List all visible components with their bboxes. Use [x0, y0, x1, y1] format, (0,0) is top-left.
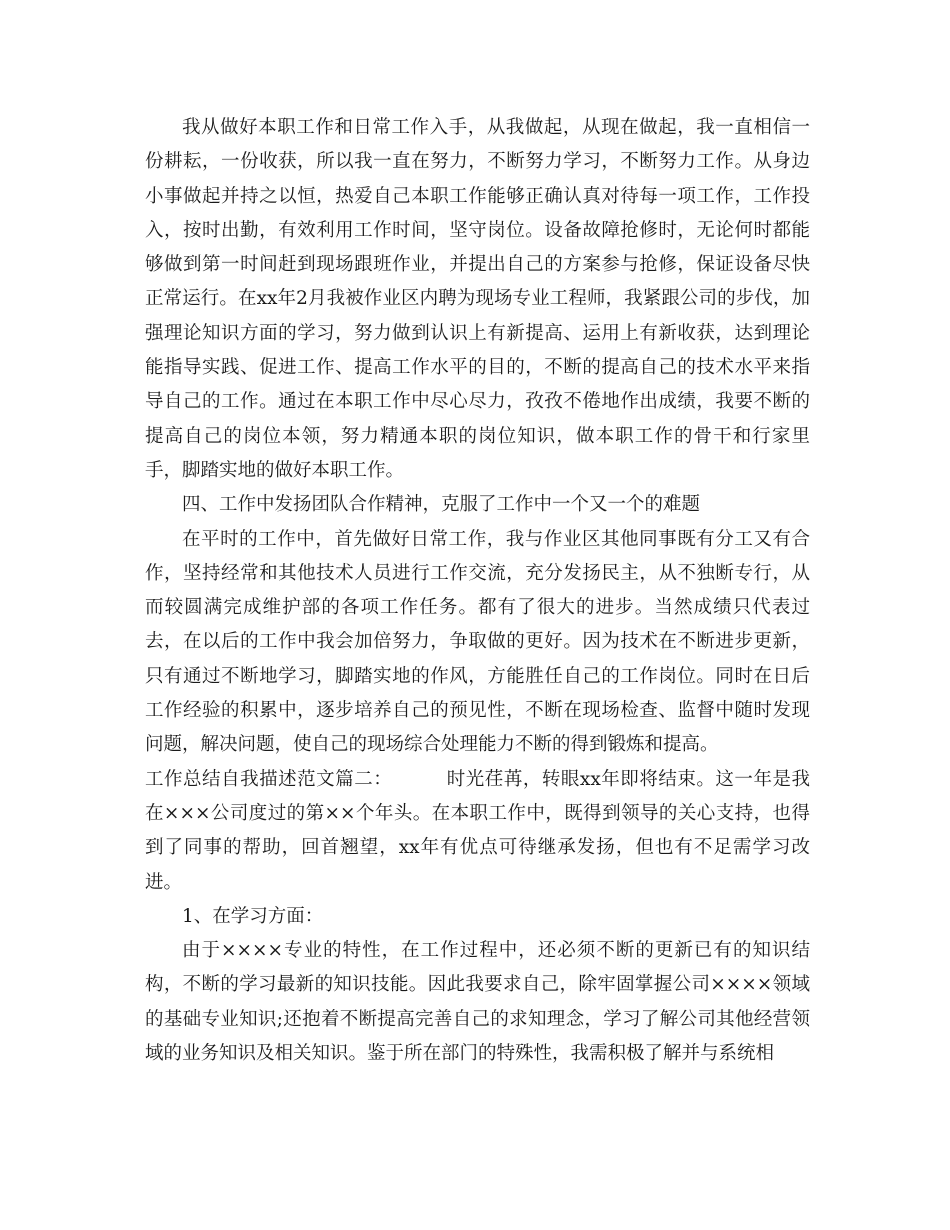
document-body	[145, 111, 810, 1071]
section-two-text: 时光荏苒，转眼xx年即将结束。这一年是我在×××公司度过的第××个年头。在本职工作中，既得到领导的关心支持，也得到了同事的帮助，回首翘望，xx年有优点可待继承发扬，但也有不足需学习改进。	[145, 768, 810, 893]
section-two-heading: 工作总结自我描述范文篇二：	[145, 768, 393, 790]
body-paragraph: 我从做好本职工作和日常工作入手，从我做起，从现在做起，我一直相信一份耕耘，一份收获，所以我一直在努力，不断努力学习，不断努力工作。从身边小事做起并持之以恒，热爱自己本职工作能够正确认真对待每一项工作，工作投入，按时出勤，有效利用工作时间，坚守岗位。设备故障抢修时，无论何时都能够做到第一时间赶到现场跟班作业，并提出自己的方案参与抢修，保证设备尽快正常运行。在xx年2月我被作业区内聘为现场专业工程师，我紧跟公司的步伐，加强理论知识方面的学习，努力做到认识上有新提高、运用上有新收获，达到理论能指导实践、促进工作、提高工作水平的目的，不断的提高自己的技术水平来指导自己的工作。通过在本职工作中尽心尽力，孜孜不倦地作出成绩，我要不断的提高自己的岗位本领，努力精通本职的岗位知识，做本职工作的骨干和行家里手，脚踏实地的做好本职工作。	[145, 117, 810, 481]
section-two-paragraph	[145, 763, 810, 900]
body-paragraph: 由于××××专业的特性，在工作过程中，还必须不断的更新已有的知识结构，不断的学习最新的知识技能。因此我要求自己，除牢固掌握公司××××领域的基础专业知识;还抱着不断提高完善自己的求知理念，学习了解公司其他经营领域的业务知识及相关知识。鉴于所在部门的特殊性，我需积极了解并与系统相	[145, 940, 810, 1065]
section-heading-four: 四、工作中发扬团队合作精神，克服了工作中一个又一个的难题	[182, 494, 701, 516]
subsection-heading-study: 1、在学习方面：	[182, 905, 324, 927]
body-paragraph: 在平时的工作中，首先做好日常工作，我与作业区其他同事既有分工又有合作，坚持经常和其他技术人员进行工作交流，充分发扬民主，从不独断专行，从而较圆满完成维护部的各项工作任务。都有了很大的进步。当然成绩只代表过去，在以后的工作中我会加倍努力，争取做的更好。因为技术在不断进步更新，只有通过不断地学习，脚踏实地的作风，方能胜任自己的工作岗位。同时在日后工作经验的积累中，逐步培养自己的预见性，不断在现场检查、监督中随时发现问题，解决问题，使自己的现场综合处理能力不断的得到锻炼和提高。	[145, 528, 810, 756]
